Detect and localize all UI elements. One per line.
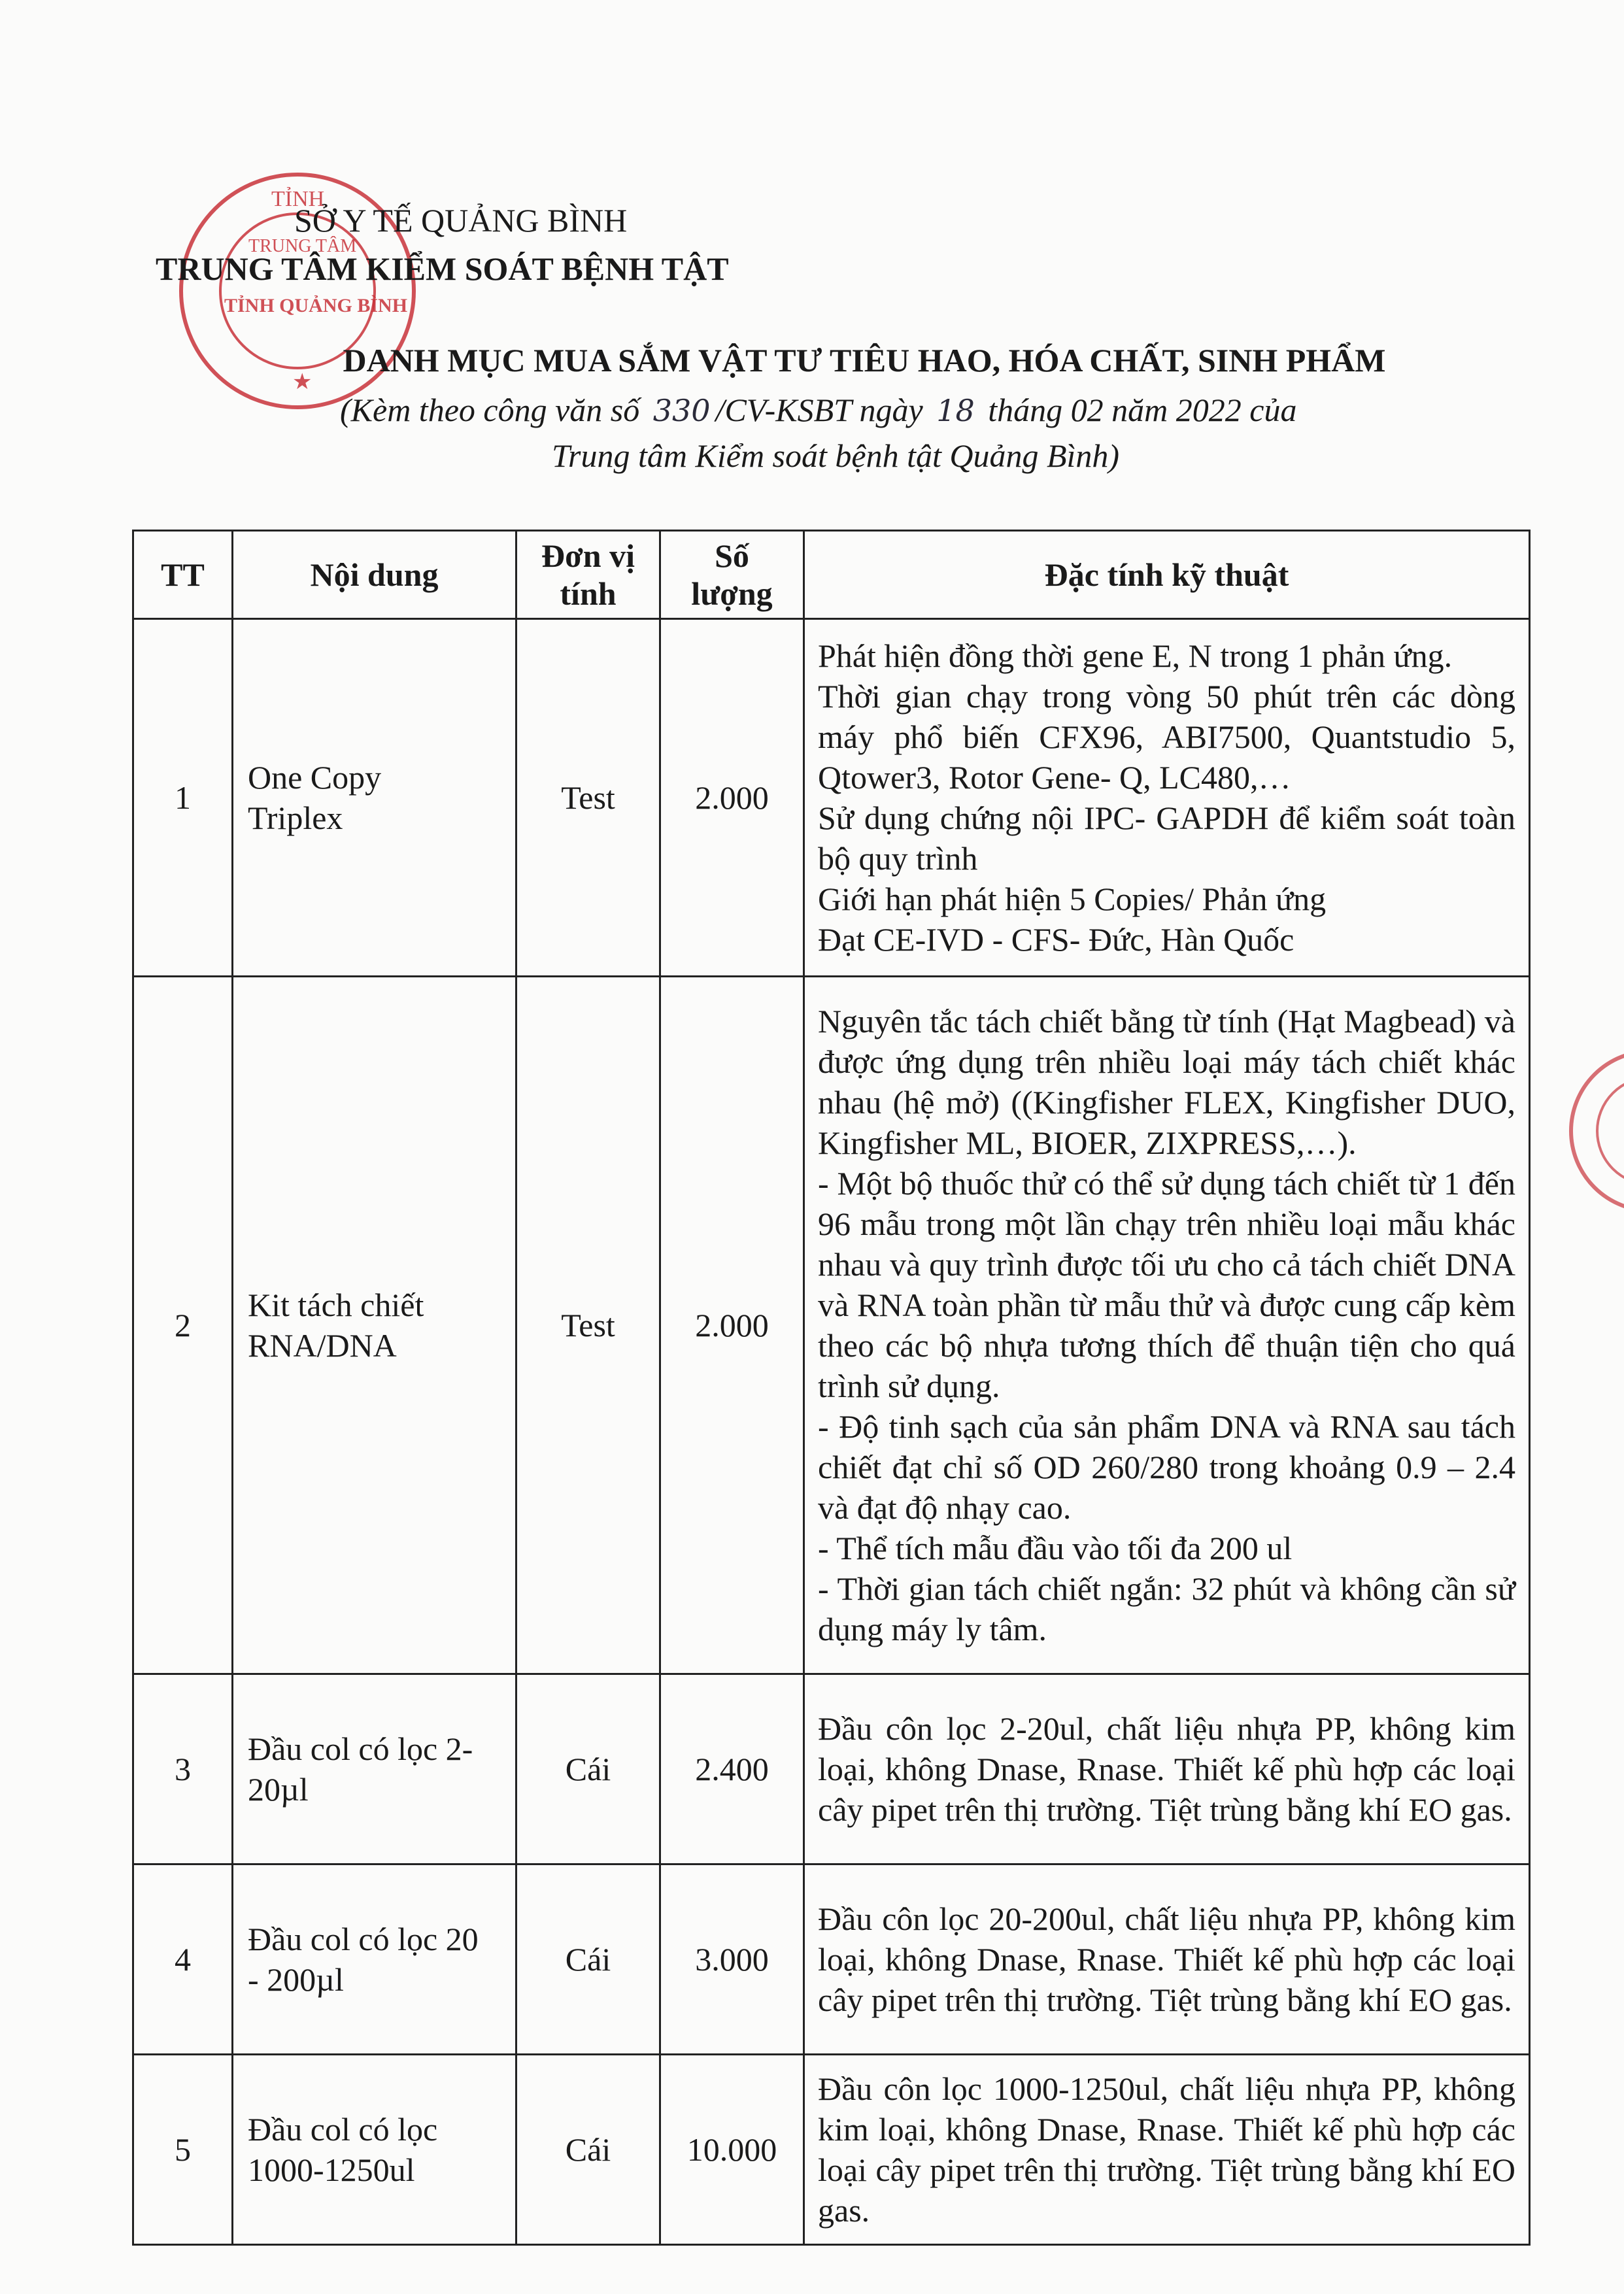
seal-text-mid: TRUNG TÂM (248, 236, 357, 256)
org-parent: SỞ Y TẾ QUẢNG BÌNH (294, 202, 628, 239)
procurement-table (132, 530, 1531, 2246)
cell-unit: Cái (516, 1864, 660, 2055)
cell-qty: 10.000 (660, 2055, 804, 2245)
cell-qty: 2.000 (660, 977, 804, 1674)
subtitle-mid: /CV-KSBT ngày (715, 392, 923, 428)
table-row (133, 1864, 1530, 2055)
doc-number: 330 (652, 393, 711, 428)
table-header-row (133, 531, 1530, 619)
document-title: DANH MỤC MUA SẮM VẬT TƯ TIÊU HAO, HÓA CHẤT, SINH PHẨM (343, 342, 1386, 379)
cell-name: Đầu col có lọc 20 - 200µl (233, 1864, 516, 2055)
doc-day: 18 (936, 393, 975, 428)
subtitle-line-1 (340, 391, 1296, 429)
table-row (133, 977, 1530, 1674)
org-name: TRUNG TÂM KIỂM SOÁT BỆNH TẬT (156, 250, 729, 287)
table-row (133, 1674, 1530, 1864)
col-header-name: Nội dung (233, 531, 516, 619)
table-row (133, 619, 1530, 977)
cell-tt: 5 (133, 2055, 233, 2245)
cell-qty: 2.000 (660, 619, 804, 977)
cell-unit: Test (516, 619, 660, 977)
cell-tt: 2 (133, 977, 233, 1674)
col-header-tt: TT (133, 531, 233, 619)
cell-qty: 3.000 (660, 1864, 804, 2055)
cell-tt: 1 (133, 619, 233, 977)
subtitle-line-2: Trung tâm Kiểm soát bệnh tật Quảng Bình) (552, 437, 1120, 474)
cell-spec: Nguyên tắc tách chiết bằng từ tính (Hạt Magbead) và được ứng dụng trên nhiều loại máy tách chiết khác nhau (hệ mở) ((Kingfisher FLEX, Kingfisher DUO, Kingfisher ML, BIOER, ZIXPRESS,…). - Một bộ thuốc thử có thể sử dụng tách chiết từ 1 đến 96 mẫu trong một lần chạy trên nhiều loại mẫu khác nhau và quy trình được tối ưu cho cả tách chiết DNA và RNA toàn phần từ mẫu thử và được cung cấp kèm theo các bộ nhựa tương thích để thuận tiện cho quá trình sử dụng. - Độ tinh sạch của sản phẩm DNA và RNA sau tách chiết đạt chỉ số OD 260/280 trong khoảng 0.9 – 2.4 và đạt độ nhạy cao. - Thể tích mẫu đầu vào tối đa 200 ul - Thời gian tách chiết ngắn: 32 phút và không cần sử dụng máy ly tâm. (804, 977, 1530, 1674)
cell-name: Kit tách chiết RNA/DNA (233, 977, 516, 1674)
cell-spec: Phát hiện đồng thời gene E, N trong 1 phản ứng. Thời gian chạy trong vòng 50 phút trên các dòng máy phổ biến CFX96, ABI7500, Quantstudio 5, Qtower3, Rotor Gene- Q, LC480,… Sử dụng chứng nội IPC- GAPDH để kiểm soát toàn bộ quy trình Giới hạn phát hiện 5 Copies/ Phản ứng Đạt CE-IVD - CFS- Đức, Hàn Quốc (804, 619, 1530, 977)
subtitle-post: tháng 02 năm 2022 của (988, 392, 1297, 428)
cell-name: Đầu col có lọc 2- 20µl (233, 1674, 516, 1864)
partial-seal-edge (1566, 1046, 1624, 1216)
table-row (133, 2055, 1530, 2245)
col-header-unit: Đơn vị tính (516, 531, 660, 619)
col-header-spec: Đặc tính kỹ thuật (804, 531, 1530, 619)
cell-unit: Cái (516, 1674, 660, 1864)
cell-unit: Cái (516, 2055, 660, 2245)
cell-tt: 3 (133, 1674, 233, 1864)
cell-spec: Đầu côn lọc 20-200ul, chất liệu nhựa PP, không kim loại, không Dnase, Rnase. Thiết kế phù hợp các loại cây pipet trên thị trường. Tiệt trùng bằng khí EO gas. (804, 1864, 1530, 2055)
col-header-qty: Số lượng (660, 531, 804, 619)
seal-text-top: TỈNH (271, 187, 325, 211)
cell-spec: Đầu côn lọc 2-20ul, chất liệu nhựa PP, không kim loại, không Dnase, Rnase. Thiết kế phù hợp các loại cây pipet trên thị trường. Tiệt trùng bằng khí EO gas. (804, 1674, 1530, 1864)
cell-spec: Đầu côn lọc 1000-1250ul, chất liệu nhựa PP, không kim loại, không Dnase, Rnase. Thiết kế phù hợp các loại cây pipet trên thị trường. Tiệt trùng bằng khí EO gas. (804, 2055, 1530, 2245)
seal-text-bottom: TỈNH QUẢNG BÌNH (224, 295, 408, 316)
cell-unit: Test (516, 977, 660, 1674)
cell-qty: 2.400 (660, 1674, 804, 1864)
subtitle-pre: (Kèm theo công văn số (340, 392, 640, 428)
cell-tt: 4 (133, 1864, 233, 2055)
cell-name: Đầu col có lọc 1000-1250ul (233, 2055, 516, 2245)
cell-name: One Copy Triplex (233, 619, 516, 977)
svg-text:★: ★ (292, 370, 313, 394)
